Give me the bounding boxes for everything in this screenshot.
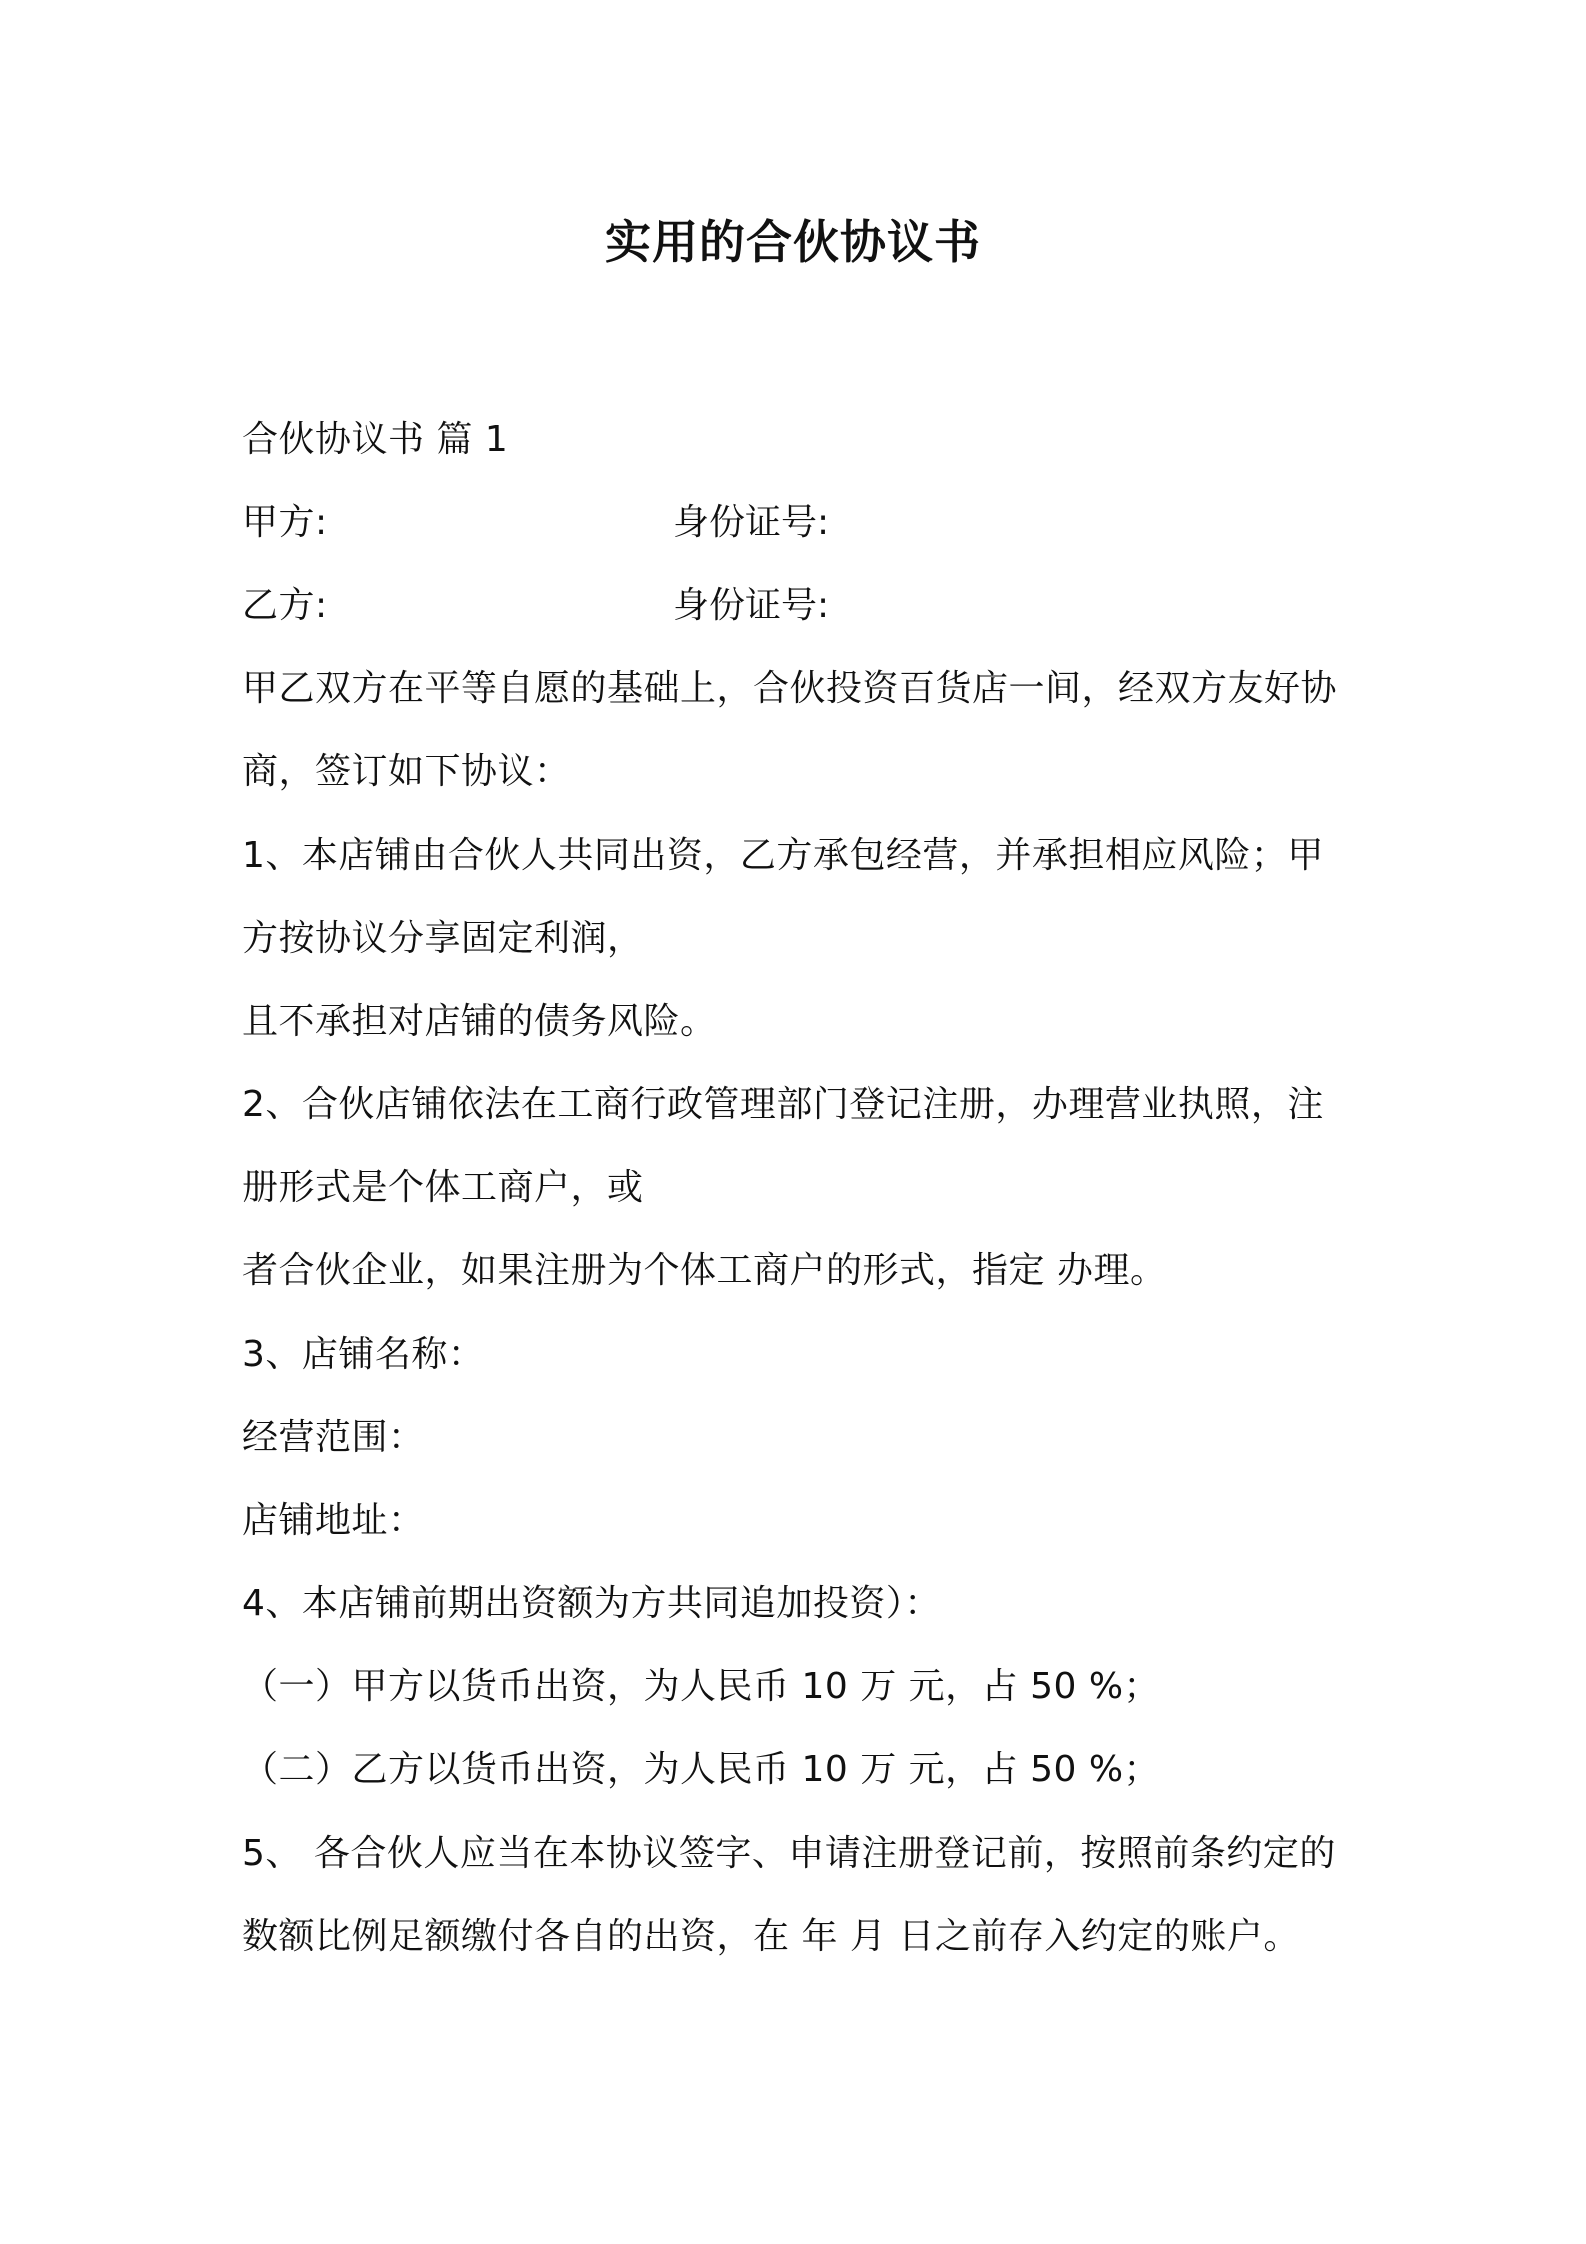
section-heading: 合伙协议书 篇 1: [242, 419, 509, 460]
paragraph-line: （一）甲方以货币出资，为人民币 10 万 元，占 50 %；: [242, 1666, 1161, 1707]
paragraph-line: 商，签订如下协议：: [242, 751, 571, 792]
paragraph-line: 店铺地址：: [242, 1500, 425, 1541]
party-a-label: 甲方:: [242, 502, 328, 543]
paragraph-line: 甲乙双方在平等自愿的基础上，合伙投资百货店一间，经双方友好协: [242, 668, 1338, 709]
paragraph-line: 且不承担对店铺的债务风险。: [242, 1001, 717, 1042]
party-a-id-label: 身份证号:: [673, 502, 830, 543]
party-b-id-label: 身份证号:: [673, 585, 830, 626]
paragraph-line: 4、本店铺前期出资额为方共同追加投资）：: [242, 1583, 941, 1624]
paragraph-line: 经营范围：: [242, 1417, 425, 1458]
paragraph-line: 1、本店铺由合伙人共同出资，乙方承包经营，并承担相应风险；甲: [242, 835, 1324, 876]
party-b-label: 乙方:: [242, 585, 328, 626]
paragraph-line: 者合伙企业，如果注册为个体工商户的形式，指定 办理。: [242, 1250, 1167, 1291]
paragraph-line: 方按协议分享固定利润，: [242, 918, 644, 959]
paragraph-line: 2、合伙店铺依法在工商行政管理部门登记注册，办理营业执照，注: [242, 1084, 1324, 1125]
paragraph-line: 5、 各合伙人应当在本协议签字、申请注册登记前，按照前条约定的: [242, 1833, 1336, 1874]
paragraph-line: 3、店铺名称：: [242, 1334, 485, 1375]
document-title: 实用的合伙协议书: [605, 215, 981, 269]
paragraph-line: （二）乙方以货币出资，为人民币 10 万 元，占 50 %；: [242, 1749, 1161, 1790]
paragraph-line: 数额比例足额缴付各自的出资，在 年 月 日之前存入约定的账户。: [242, 1916, 1300, 1957]
paragraph-line: 册形式是个体工商户，或: [242, 1167, 644, 1208]
